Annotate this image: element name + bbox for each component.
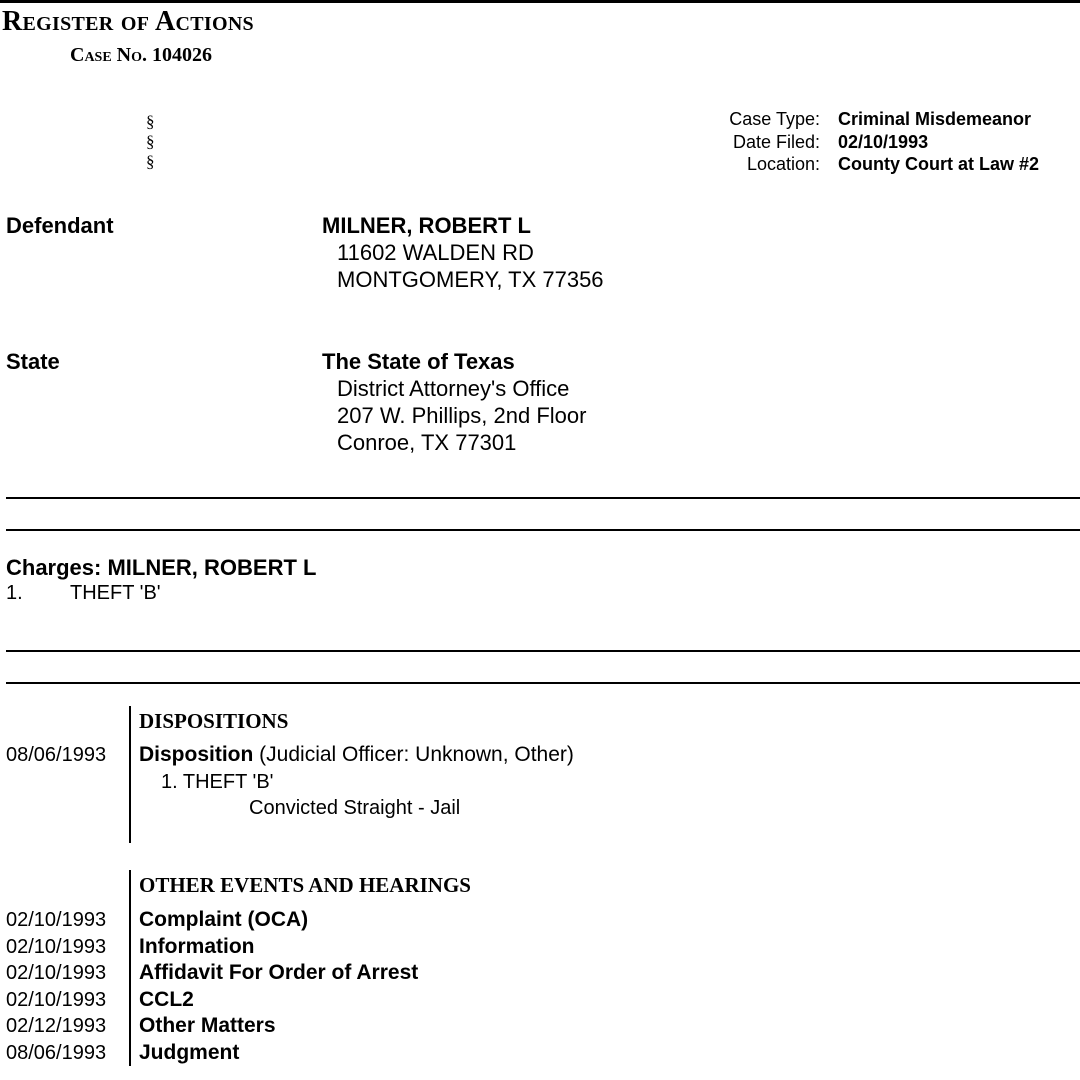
charge-number: 1. <box>6 582 23 604</box>
event-date: 02/10/1993 <box>6 909 107 931</box>
divider <box>6 650 1080 652</box>
state-address-line: Conroe, TX 77301 <box>337 430 517 455</box>
disposition-date: 08/06/1993 <box>6 744 107 766</box>
disposition-charge: 1. THEFT 'B' <box>161 771 274 793</box>
event-name: Affidavit For Order of Arrest <box>139 961 419 985</box>
list-item <box>0 960 418 987</box>
date-filed-value: 02/10/1993 <box>838 131 929 152</box>
event-name: Information <box>139 934 255 958</box>
divider <box>6 529 1080 531</box>
section-mark: § <box>146 132 155 151</box>
event-date: 08/06/1993 <box>6 1041 107 1064</box>
defendant-label: Defendant <box>6 213 114 238</box>
charges-title: Charges: MILNER, ROBERT L <box>6 555 317 580</box>
event-date: 02/10/1993 <box>6 935 107 958</box>
event-name: Complaint (OCA) <box>139 908 309 931</box>
event-name: CCL2 <box>139 987 194 1011</box>
case-number: Case No. 104026 <box>70 44 213 66</box>
event-date: 02/10/1993 <box>6 962 107 985</box>
list-item <box>0 1040 418 1067</box>
section-mark: § <box>146 152 155 171</box>
page-title: Register of Actions <box>2 6 254 37</box>
disposition-entry <box>139 743 574 767</box>
dispositions-vertical-rule <box>129 706 131 843</box>
dispositions-heading: DISPOSITIONS <box>139 709 289 733</box>
disposition-officer: (Judicial Officer: Unknown, Other) <box>253 743 574 766</box>
section-marks <box>146 112 155 172</box>
defendant-name: MILNER, ROBERT L <box>322 213 531 238</box>
state-address-line: 207 W. Phillips, 2nd Floor <box>337 403 587 428</box>
defendant-address-line: MONTGOMERY, TX 77356 <box>337 267 604 292</box>
event-date: 02/10/1993 <box>6 988 107 1011</box>
divider <box>6 497 1080 499</box>
state-address <box>337 375 586 456</box>
state-name: The State of Texas <box>322 349 515 374</box>
top-border <box>0 0 1080 3</box>
list-item <box>0 1013 418 1040</box>
event-date: 02/12/1993 <box>6 1015 107 1038</box>
case-info-labels <box>729 108 820 176</box>
location-label: Location: <box>746 154 820 174</box>
case-type-value: Criminal Misdemeanor <box>838 109 1032 129</box>
disposition-outcome: Convicted Straight - Jail <box>249 797 461 819</box>
list-item <box>0 987 418 1014</box>
list-item <box>0 934 418 961</box>
charge-description: THEFT 'B' <box>70 582 161 604</box>
other-events-heading: OTHER EVENTS AND HEARINGS <box>139 873 471 897</box>
divider <box>6 682 1080 684</box>
event-name: Other Matters <box>139 1014 276 1038</box>
events-list <box>0 907 418 1067</box>
defendant-address-line: 11602 WALDEN RD <box>337 240 534 265</box>
state-label: State <box>6 349 60 374</box>
case-type-label: Case Type: <box>729 109 820 129</box>
section-mark: § <box>146 112 155 131</box>
date-filed-label: Date Filed: <box>732 131 820 152</box>
defendant-address <box>337 239 604 293</box>
state-address-line: District Attorney's Office <box>337 376 570 401</box>
location-value: County Court at Law #2 <box>838 154 1040 174</box>
disposition-event: Disposition <box>139 743 254 766</box>
event-name: Judgment <box>139 1040 240 1064</box>
list-item <box>0 907 418 934</box>
case-info-values <box>838 108 1039 176</box>
